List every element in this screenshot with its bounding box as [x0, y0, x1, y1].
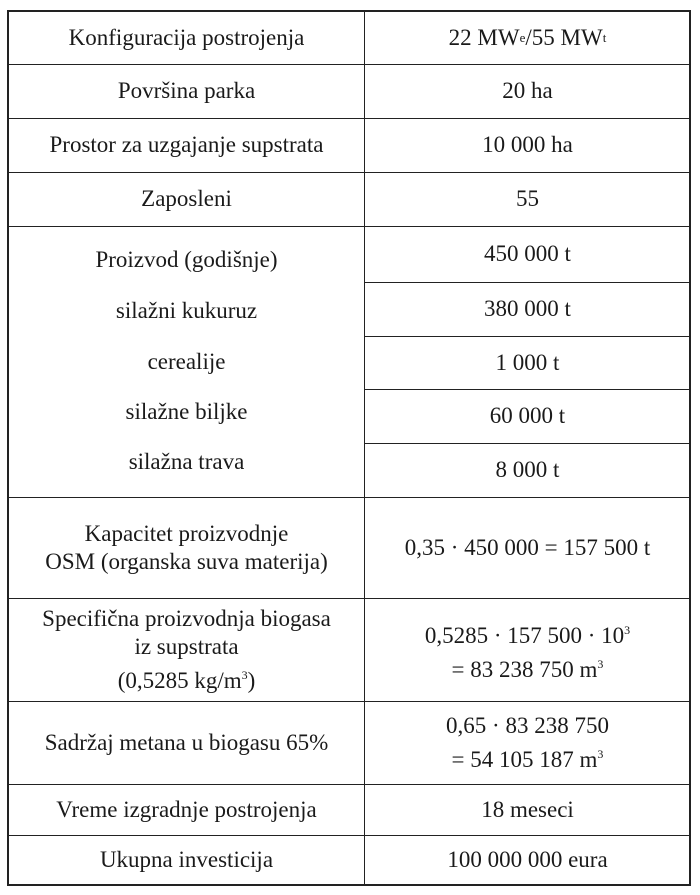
label-park-area: Površina parka: [117, 78, 256, 103]
value-specific-biogas-production: 0,5285 · 157 $500 \cdot 10^3$ = 83 238 750 $m^3$: [424, 622, 631, 682]
value-methane-content: 0,65 · 83 238 750 = 54 105 187 $m^3$: [446, 712, 609, 772]
value-plant-configuration: 22 MW e /55 MW t: [448, 25, 607, 50]
value-cereals: 1 000 t: [495, 349, 560, 375]
label-specific-biogas-production: Specifična proizvodnja biogasa iz supstrata (0,5285 $kg/m^3$): [42, 605, 331, 693]
value-product-annual: 450 000 t: [484, 241, 571, 266]
label-silage-maize: silažni kukuruz: [115, 298, 258, 323]
value-park-area: 20 ha: [502, 78, 553, 103]
value-silage-plants: 60 000 t: [489, 403, 566, 428]
label-substrate-area: Prostor za uzgajanje supstrata: [49, 132, 324, 157]
label-total-investment: Ukupna investicija: [99, 846, 274, 872]
value-silage-grass: 8 000 t: [495, 457, 560, 482]
value-production-capacity: 0,35 · 450 000 = 157 500 t: [404, 534, 651, 560]
column-divider: [364, 12, 365, 884]
label-employees: Zaposleni: [141, 186, 232, 211]
plant-data-table: [7, 10, 691, 886]
label-cereals: cerealije: [147, 349, 226, 374]
label-construction-time: Vreme izgradnje postrojenja: [56, 796, 317, 822]
label-methane-content: Sadržaj metana u biogasu 65%: [44, 729, 329, 755]
label-plant-configuration: Konfiguracija postrojenja: [68, 25, 305, 50]
label-silage-plants: silažne biljke: [125, 399, 248, 424]
value-construction-time: 18 meseci: [481, 796, 574, 822]
value-silage-maize: 380 000 t: [484, 296, 571, 321]
label-product-annual: Proizvod (godišnje): [95, 247, 278, 272]
value-employees: 55: [516, 186, 539, 211]
label-production-capacity: Kapacitet proizvodnje OSM (organska suva materija): [45, 520, 328, 574]
value-total-investment: 100 000 000 eura: [447, 846, 608, 872]
value-substrate-area: 10 000 ha: [482, 132, 573, 157]
label-silage-grass: silažna trava: [128, 449, 245, 474]
